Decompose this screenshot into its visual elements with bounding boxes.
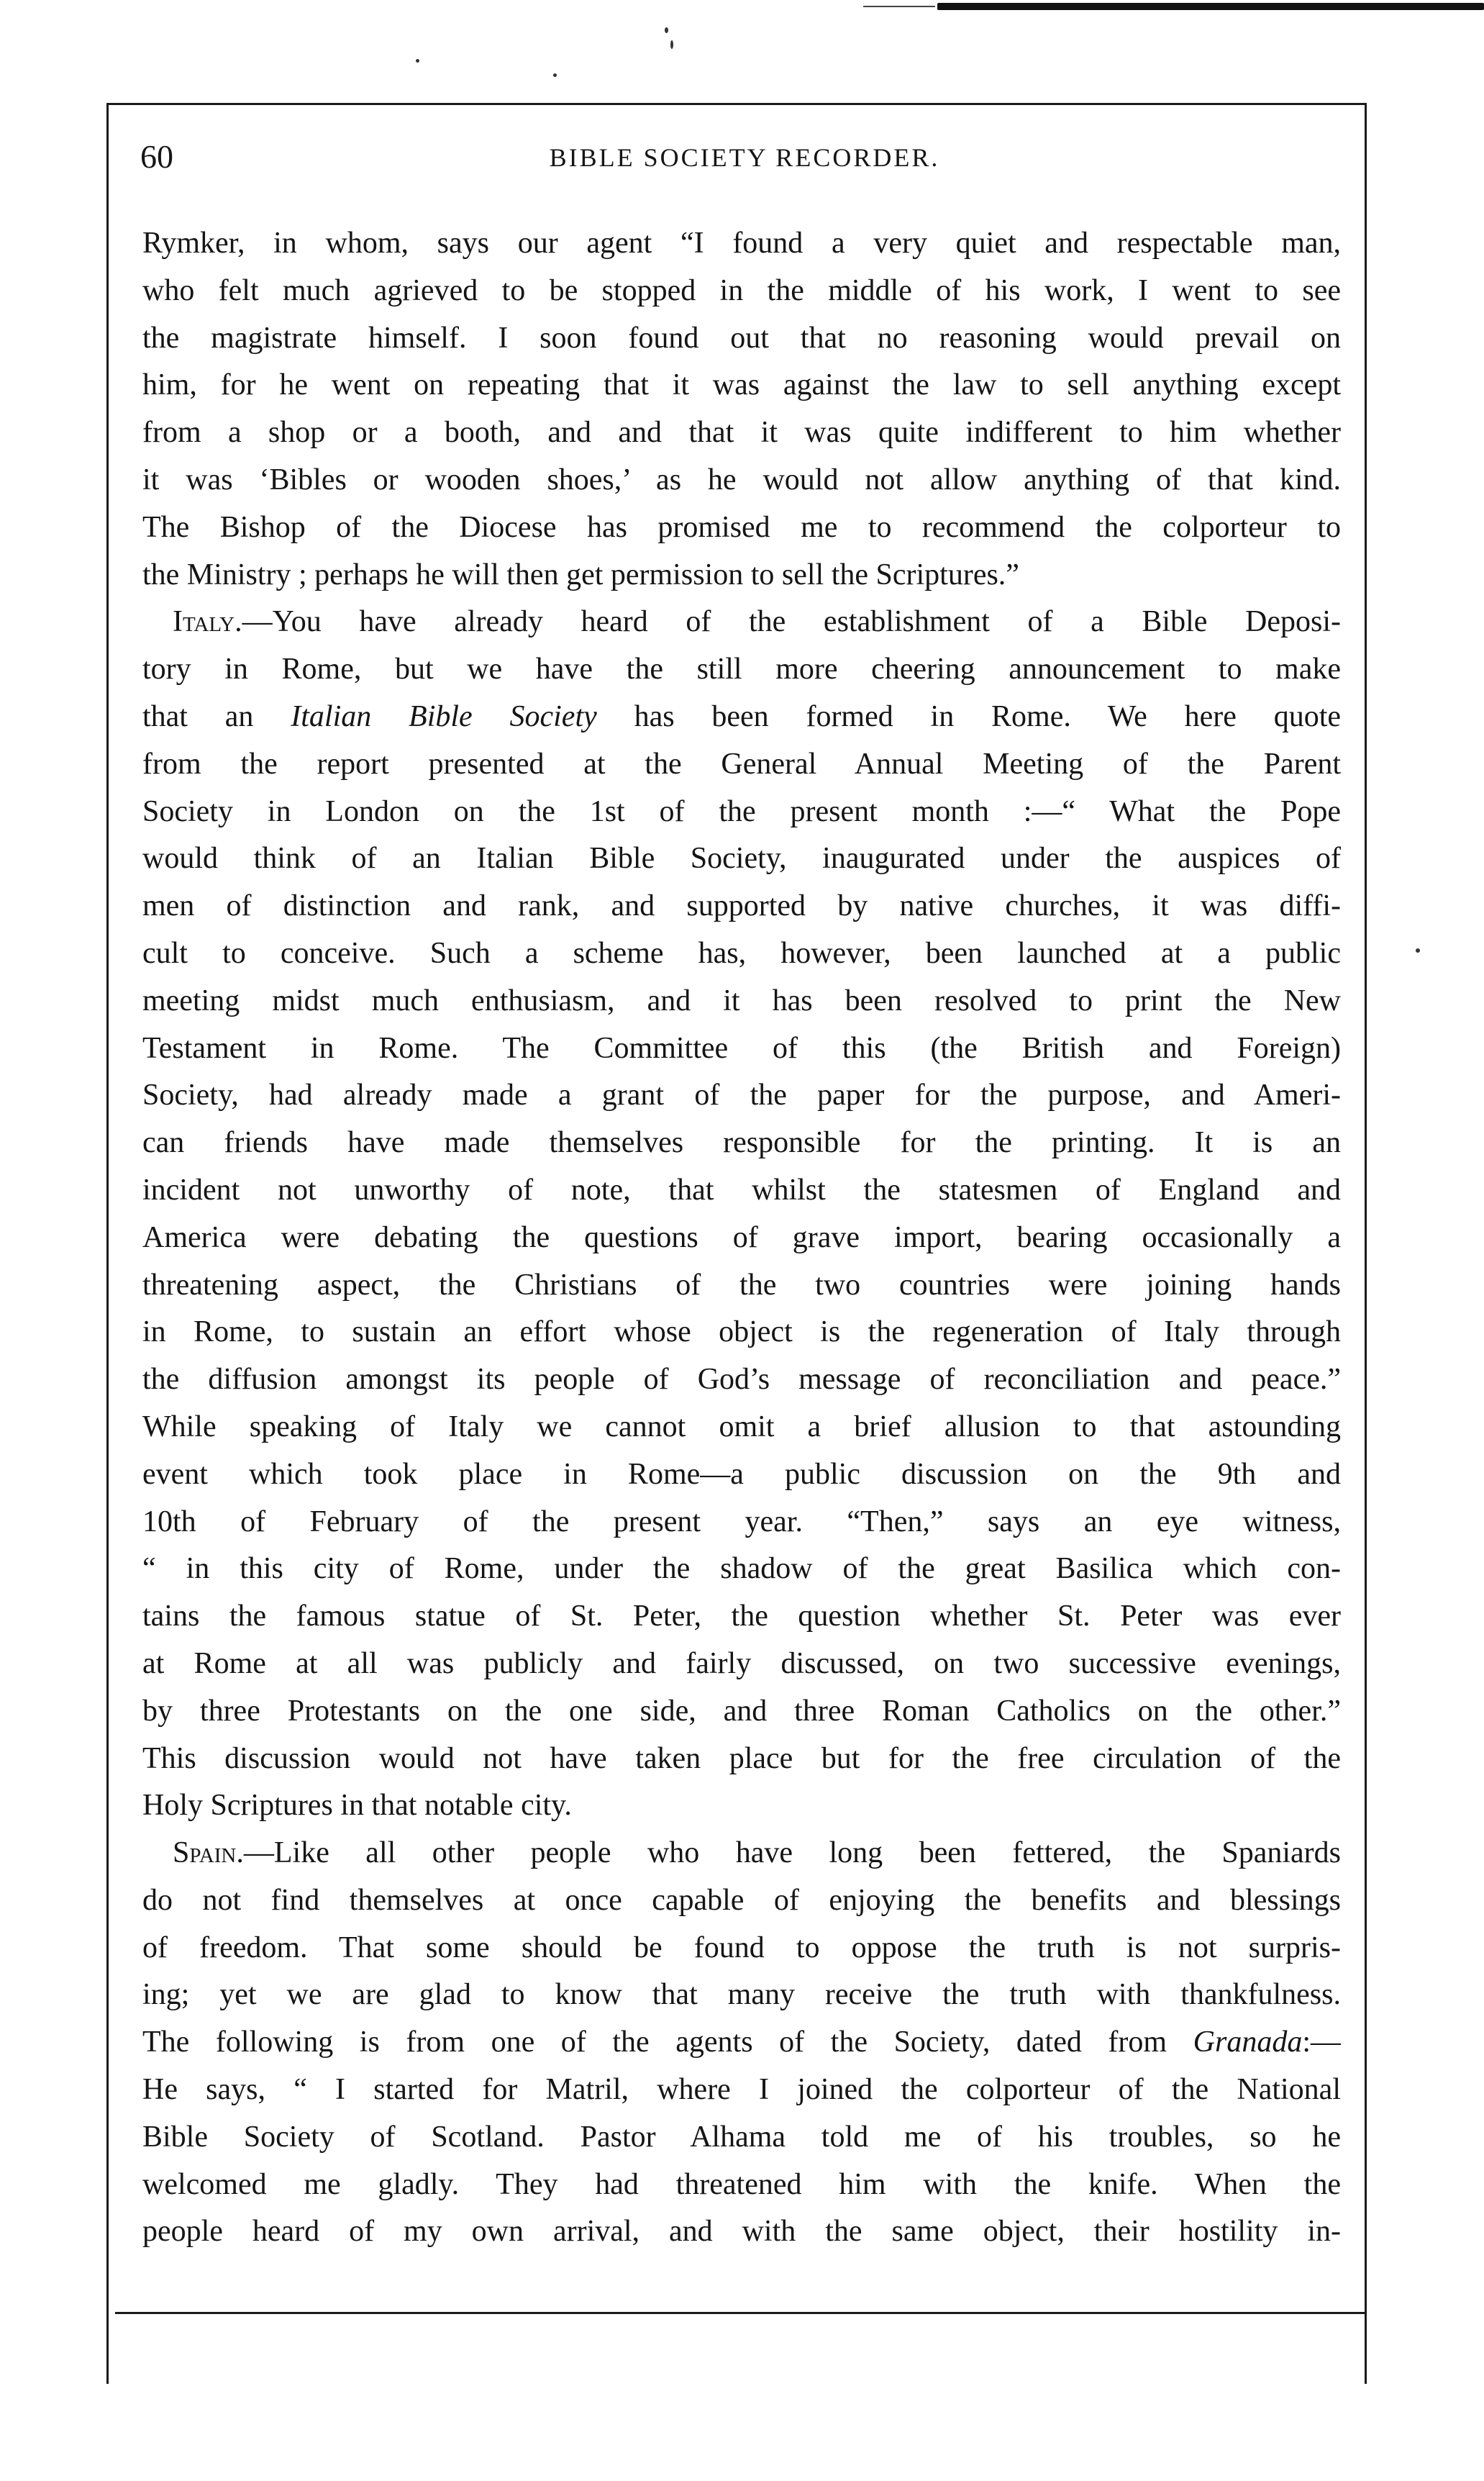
scan-artifact-rule <box>937 3 1484 10</box>
text-line <box>142 2162 1341 2209</box>
line-text: The Bishop of the Diocese has promised me to recommend the colporteur to <box>142 510 1341 544</box>
text-line <box>142 741 1341 789</box>
text-line <box>142 1877 1341 1925</box>
line-text: from the report presented at the General Annual Meeting of the Parent <box>142 747 1341 781</box>
line-text: Society in London on the 1st of the present month :—“ What the Pope <box>142 794 1341 828</box>
scan-artifact-dash <box>863 6 935 7</box>
line-text: tains the famous statue of St. Peter, the question whether St. Peter was ever <box>142 1600 1341 1633</box>
page-frame-top <box>106 103 1367 105</box>
line-text: has been formed in Rome. We here quote <box>596 699 1341 733</box>
line-text: —You have already heard of the establishment of a Bible Deposi- <box>242 605 1341 639</box>
text-line <box>142 1167 1341 1215</box>
text-line <box>142 789 1341 836</box>
text-line <box>142 409 1341 457</box>
line-text: people heard of my own arrival, and with the same object, their hostility in- <box>142 2215 1341 2249</box>
text-line <box>142 930 1341 978</box>
text-line <box>142 1782 1341 1830</box>
scan-speck <box>670 40 673 49</box>
line-text: the Ministry ; perhaps he will then get permission to sell the Scriptures.” <box>142 558 1019 591</box>
line-text: Holy Scriptures in that notable city. <box>142 1789 572 1823</box>
page-frame-left <box>106 103 109 2384</box>
line-text: in Rome, to sustain an effort whose object is the regeneration of Italy through <box>142 1315 1341 1349</box>
text-line <box>142 1120 1341 1167</box>
line-text: Rymker, in whom, says our agent “I found a very quiet and respectable man, <box>142 227 1341 260</box>
text-line <box>142 978 1341 1025</box>
page-number: 60 <box>140 138 173 175</box>
text-line <box>142 315 1341 363</box>
italic-text: Italian Bible Society <box>291 699 597 733</box>
text-line <box>142 1925 1341 1972</box>
line-text: who felt much agrieved to be stopped in the middle of his work, I went to see <box>142 273 1341 307</box>
line-text: cult to conceive. Such a scheme has, however, been launched at a public <box>142 936 1341 970</box>
line-text: from a shop or a booth, and and that it was quite indifferent to him whether <box>142 416 1341 450</box>
text-line <box>142 1262 1341 1310</box>
line-text: can friends have made themselves responsible for the printing. It is an <box>142 1126 1341 1160</box>
text-line <box>142 268 1341 315</box>
text-line <box>142 1546 1341 1593</box>
text-line <box>142 1830 1341 1877</box>
text-line <box>142 1451 1341 1499</box>
line-text: tory in Rome, but we have the still more cheering announcement to make <box>142 653 1341 686</box>
line-text: 10th of February of the present year. “Then,” says an eye witness, <box>142 1505 1341 1538</box>
line-text: meeting midst much enthusiasm, and it has been resolved to print the New <box>142 984 1341 1017</box>
text-line <box>142 504 1341 552</box>
line-text: men of distinction and rank, and supported by native churches, it was diffi- <box>142 889 1341 923</box>
running-title: BIBLE SOCIETY RECORDER. <box>549 143 940 172</box>
text-line <box>142 1641 1341 1688</box>
text-line <box>142 457 1341 504</box>
text-line <box>142 694 1341 741</box>
line-text: it was ‘Bibles or wooden shoes,’ as he would not allow anything of that kind. <box>142 463 1341 496</box>
text-line <box>142 1688 1341 1736</box>
scan-speck <box>416 59 419 63</box>
line-text: ing; yet we are glad to know that many receive the truth with thankfulness. <box>142 1978 1341 2012</box>
scan-speck <box>1416 948 1420 953</box>
line-text: at Rome at all was publicly and fairly discussed, on two successive evenings, <box>142 1646 1341 1680</box>
page-frame-right <box>1365 103 1367 2384</box>
text-line <box>142 883 1341 930</box>
line-text: America were debating the questions of grave import, bearing occasionally a <box>142 1220 1341 1254</box>
italic-text: Granada <box>1193 2026 1303 2059</box>
page-frame-bottom <box>115 2312 1367 2314</box>
line-text: do not find themselves at once capable of enjoying the benefits and blessings <box>142 1883 1341 1917</box>
section-heading: Italy. <box>173 605 242 639</box>
article-body <box>142 220 1341 2256</box>
line-text: Testament in Rome. The Committee of this (the British and Foreign) <box>142 1031 1341 1065</box>
text-line <box>142 1736 1341 1783</box>
line-text: threatening aspect, the Christians of the two countries were joining hands <box>142 1268 1341 1302</box>
line-text: He says, “ I started for Matril, where I joined the colporteur of the National <box>142 2073 1341 2107</box>
line-text: welcomed me gladly. They had threatened him with the knife. When the <box>142 2167 1341 2201</box>
line-text: the diffusion amongst its people of God’s message of reconciliation and peace.” <box>142 1363 1341 1397</box>
scan-speck <box>553 73 557 77</box>
page-header <box>140 135 1349 186</box>
text-line <box>142 552 1341 599</box>
line-text: The following is from one of the agents of the Society, dated from <box>142 2026 1193 2059</box>
line-text: incident not unworthy of note, that whilst the statesmen of England and <box>142 1173 1341 1207</box>
line-text: :— <box>1302 2026 1341 2059</box>
line-text: would think of an Italian Bible Society, inaugurated under the auspices of <box>142 842 1341 876</box>
line-text: that an <box>142 699 291 733</box>
text-line <box>142 362 1341 409</box>
scan-speck <box>665 27 668 33</box>
line-text: “ in this city of Rome, under the shadow of the great Basilica which con- <box>142 1552 1341 1586</box>
text-line <box>142 1593 1341 1641</box>
text-line <box>142 2114 1341 2162</box>
text-line <box>142 2208 1341 2256</box>
text-line <box>142 1404 1341 1451</box>
text-line <box>142 1215 1341 1262</box>
text-line <box>142 2067 1341 2114</box>
text-line <box>142 1309 1341 1356</box>
line-text: of freedom. That some should be found to oppose the truth is not surpris- <box>142 1931 1341 1964</box>
line-text: by three Protestants on the one side, and three Roman Catholics on the other.” <box>142 1694 1341 1728</box>
text-line <box>142 1356 1341 1404</box>
text-line <box>142 646 1341 694</box>
line-text: Society, had already made a grant of the paper for the purpose, and Ameri- <box>142 1079 1341 1112</box>
section-heading: Spain. <box>173 1836 244 1870</box>
line-text: Bible Society of Scotland. Pastor Alhama told me of his troubles, so he <box>142 2120 1341 2154</box>
line-text: him, for he went on repeating that it was against the law to sell anything except <box>142 368 1341 402</box>
text-line <box>142 599 1341 646</box>
line-text: This discussion would not have taken place but for the free circulation of the <box>142 1741 1341 1775</box>
line-text: event which took place in Rome—a public discussion on the 9th and <box>142 1457 1341 1491</box>
line-text: the magistrate himself. I soon found out that no reasoning would prevail on <box>142 321 1341 355</box>
text-line <box>142 2019 1341 2067</box>
text-line <box>142 835 1341 883</box>
text-line <box>142 220 1341 268</box>
text-line <box>142 1972 1341 2019</box>
text-line <box>142 1025 1341 1073</box>
line-text: —Like all other people who have long been fettered, the Spaniards <box>243 1836 1341 1870</box>
line-text: While speaking of Italy we cannot omit a brief allusion to that astounding <box>142 1410 1341 1443</box>
text-line <box>142 1499 1341 1546</box>
text-line <box>142 1072 1341 1120</box>
